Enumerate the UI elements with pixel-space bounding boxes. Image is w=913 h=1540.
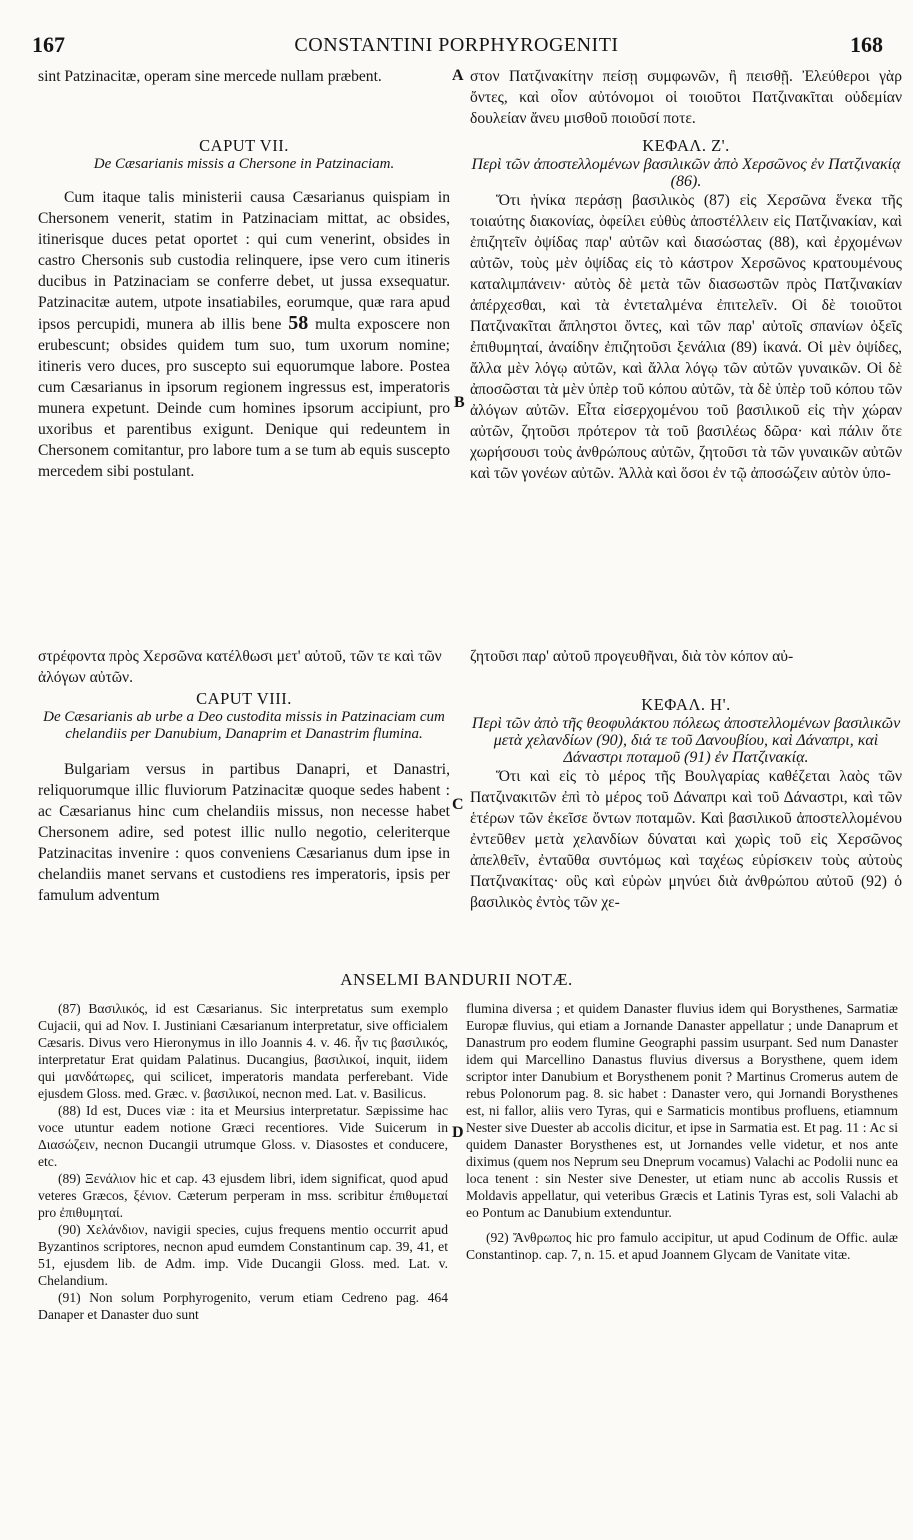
page-number-left: 167 xyxy=(32,32,65,57)
latin-cap8-text: Bulgariam versus in partibus Danapri, et Danastri, reliquorumque illic fluviorum Patzinacitæ quoque sedes habent : ac Cæsarianus hinc cum chelandiis missus, non necesse habet Chersonem adire, sed potest illic nullo negotio, celeriterque Patzinacitas invenire : quos conveniens Cæsarianus dum ipse in chelandiis manet servans et custodiens res imperatoris, ipsis per famulum adventum xyxy=(38,761,450,904)
greek-cap8-text: Ὅτι καὶ εἰς τὸ μέρος τῆς Βουλγαρίας καθέζεται λαὸς τῶν Πατζινακιτῶν ἐπὶ τὸ μέρος τοῦ Δάναπρι καὶ τοῦ Δάναστρι, καὶ τῶν ἑτέρων τῶν ἐκεῖσε ὄντων ποταμῶν. Καὶ βασιλικοῦ ἀποστελλομένου ἐντεῦθεν μετὰ χελανδίων δύναται καὶ χωρὶς τοῦ εἰς Χερσῶνος ἀπελθεῖν, ἐνταῦθα συντόμως καὶ ταχέως εὑρίσκειν τοὺς αὐτοὺς Πατζινακίτας· οὓς καὶ εὑρὼν μηνύει διὰ ἀνθρώπου αὐτοῦ (92) ὁ βασιλικὸς ἐντὸς τῶν χε- xyxy=(470,768,902,911)
latin-cap7-title: CAPUT VII. xyxy=(199,136,289,155)
page-number-right: 168 xyxy=(850,32,883,57)
greek-cap8-subtitle: Περὶ τῶν ἀπὸ τῆς θεοφυλάκτου πόλεως ἀποστελλομένων βασιλικῶν μετὰ χελανδίων (90), διά τε τοῦ Δανουβίου, καὶ Δάναπρι, καὶ Δάναστρι ποταμοῦ (91) ἐν Πατζινακίᾳ. xyxy=(471,715,901,766)
running-title: CONSTANTINI PORPHYROGENITI xyxy=(294,34,619,56)
latin-cap8 xyxy=(38,688,450,906)
note-88: (88) Id est, Duces viæ : ita et Meursius interpretatur. Sæpissime hac voce utuntur eadem notione Græci recentiores. Vide Suicerum in Διασώζειν, necnon Ducangii utrumque Gloss. v. Diasostes et conducere, etc. xyxy=(38,1103,448,1169)
latin-cap8-subtitle: De Cæsarianis ab urbe a Deo custodita missis in Patzinaciam cum chelandiis per Danubium, Danaprim et Danastrim flumina. xyxy=(43,709,445,742)
greek-cap8-title: ΚΕΦΑΛ. Η'. xyxy=(641,695,731,714)
note-91: (91) Non solum Porphyrogenito, verum etiam Cedreno pag. 464 Danaper et Danaster duo sunt xyxy=(38,1290,448,1322)
page-header xyxy=(20,32,893,62)
page-marker: 58 xyxy=(288,312,309,334)
notes-right-column xyxy=(466,1000,898,1263)
greek-cap7-subtitle: Περὶ τῶν ἀποστελλομένων βασιλικῶν ἀπὸ Χερσῶνος ἐν Πατζινακίᾳ (86). xyxy=(471,156,901,190)
note-90: (90) Χελάνδιον, navigii species, cujus frequens mentio occurrit apud Byzantinos scriptores, necnon apud eumdem Constantinum cap. 39, 41, et 51, ejusdem lib. de Adm. imp. Vide Ducangii Gloss. med. Lat. v. Chelandium. xyxy=(38,1222,448,1288)
latin-cap8-title: CAPUT VIII. xyxy=(196,689,292,708)
latin-cap7-text-b: multa exposcere non erubescunt; obsides quidem tum suo, tum uxorum nomine; itineris vero duces, pro suscepto sui equorumque labore. Postea cum Cæsarianus in ipsorum regionem ingressus est, imperatoris munera expetunt. Deinde cum homines ipsorum accipiunt, pro uxoribus et parentibus exigunt. Denique qui redeuntem in Chersonem comitantur, pro labore tum a se tum ab equis suscepto mercedem sibi postulant. xyxy=(38,316,450,480)
margin-letter-c: C xyxy=(452,796,464,813)
greek-cap7-title: ΚΕΦΑΛ. Ζ'. xyxy=(642,136,730,155)
latin-cap7-subtitle: De Cæsarianis missis a Chersone in Patzinaciam. xyxy=(93,156,395,172)
notes-left-column xyxy=(38,1000,448,1323)
span-right-greek: ζητοῦσι παρ' αὐτοῦ προγευθῆναι, διὰ τὸν κόπον αὐ- xyxy=(470,648,794,665)
latin-column xyxy=(38,66,450,482)
spanning-lines xyxy=(38,646,902,688)
greek-intro: στον Πατζινακίτην πείσῃ συμφωνῶν, ἢ πεισθῇ. Ἐλεύθεροι γὰρ ὄντες, καὶ οἷον αὐτόνομοι οἱ τοιοῦτοι Πατζινακῖται οὐδεμίαν δουλείαν ἄνευ μισθοῦ ποιοῦσί ποτε. xyxy=(470,68,902,127)
latin-intro: sint Patzinacitæ, operam sine mercede nullam præbent. xyxy=(38,68,382,85)
span-left-greek: στρέφοντα πρὸς Χερσῶνα κατέλθωσι μετ' αὐτοῦ, τῶν τε καὶ τῶν ἀλόγων αὐτῶν. xyxy=(38,648,442,686)
note-91-continued: flumina diversa ; et quidem Danaster fluvius idem qui Borysthenes, Sarmatiæ Europæ fluvius, qui etiam a Jornande Danaster appellatur ; unde Danaprum et Danastrum pro eodem flumine Geographi passim usurpant. Sed num Danaster idem qui Marcellino Danastus fluvius diversus a Borysthene, quem idem scriptor inter Danubium et Borysthenem ponit ? Martinus Cromerus autem de rebus Polonorum pag. 8. sic habet : Danaster vero, qui Jornandi Borysthenes est, ni fallor, aliis vero Tyras, qui e Sarmaticis montibus profluens, etiamnum Nester sive Duester ab accolis dicitur, et ipse in Sarmatia est. Et pag. 11 : Ac si quidem Danaster Borysthenes est, ut Jornandes velle videtur, et nos ante diximus (quem nos Neprum seu Dneprum vocamus) Valachi ac Podolii nunc ea loca tenent : sin Nester sive Denester, ut etiam nunc ab accolis Russis et Moldavis appellatur, qui veteribus Græcis et Latinis Tyras est, soli Valachi ab eo Pontum ac Danubium extenduntur. xyxy=(466,1001,899,1220)
greek-column xyxy=(470,66,902,484)
margin-letter-d: D xyxy=(452,1124,464,1141)
note-87: (87) Βασιλικός, id est Cæsarianus. Sic interpretatus sum exemplo Cujacii, qui ad Nov. I. Justiniani Cæsarianum interpretatur, sive officialem Cæsaris. Divus vero Hieronymus in illo Joannis 4. v. 46. ἦν τις βασιλικός, interpretatur Erat quidam Palatinus. Ducangius, βασιλικοί, inquit, iidem qui μανδάτωρες, qui scilicet, imperatoris mandata perferebant. Vide ejusdem Gloss. med. Græc. v. βασιλικοί, necnon med. Lat. v. Basilicus. xyxy=(38,1001,448,1101)
greek-cap7-text: Ὅτι ἡνίκα περάσῃ βασιλικὸς (87) εἰς Χερσῶνα ἕνεκα τῆς τοιαύτης διακονίας, ὀφείλει εὐθὺς ἀποστέλλειν εἰς Πατζινακίαν, καὶ ἐπιζητεῖν ὀψίδας παρ' αὐτῶν καὶ διασώστας (88), καὶ ἐρχομένων αὐτῶν, τοὺς μὲν ὀψίδας εἰς τὸ κάστρον Χερσῶνος κρατουμένους καταλιμπάνειν· αὐτὸς δὲ μετὰ τῶν διασωστῶν πρὸς Πατζινακίαν ἀπέρχεσθαι, καὶ τὰ ἐντεταλμένα ἐπιτελεῖν. Οἱ δὲ τοιοῦτοι Πατζινακῖται ἄπληστοι ὄντες, καὶ τῶν παρ' αὐτοῖς σπανίων ὀξεῖς ἐπιθυμηταί, ἀναίδην ἐπιζητοῦσι ξενάλια (89) ἱκανά. Οἱ μὲν ὀψίδες, ἄλλα μὲν λόγῳ αὐτῶν, καὶ ἄλλα λόγῳ τῶν αὐτῶν γυναικῶν. Οἱ δὲ ἀποσῶσται τὰ μὲν ὑπὲρ τοῦ κόπου αὐτῶν, τὰ δὲ ὑπὲρ τοῦ κόπου τῶν ἀλόγων αὐτῶν. Εἶτα εἰσερχομένου τοῦ βασιλικοῦ εἰς τὴν χώραν αὐτῶν, ζητοῦσι πρότερον τὰ τοῦ βασιλέως δῶρα· καὶ πάλιν ὅτε χωρήσουσι τοὺς ἀνθρώπους αὐτῶν, ζητοῦσι τὰ τῶν γυναικῶν αὐτῶν καὶ τῶν γονέων αὐτῶν. Ἀλλὰ καὶ ὅσοι ἐν τῷ ἀποσώζειν αὐτὸν ὑπο- xyxy=(470,192,902,482)
notes-title: ANSELMI BANDURII NOTÆ. xyxy=(340,970,573,989)
greek-cap8 xyxy=(470,694,902,913)
note-89: (89) Ξενάλιον hic et cap. 43 ejusdem libri, idem significat, quod apud veteres Græcos, ξένιον. Cæterum perperam in mss. scribitur ἐπιθυμεταί pro ἐπιθυμηταί. xyxy=(38,1171,448,1220)
note-92: (92) Ἄνθρωπος hic pro famulo accipitur, ut apud Codinum de Offic. aulæ Constantinop. cap. 7, n. 15. et apud Joannem Glycam de Vanitate vitæ. xyxy=(466,1230,898,1262)
latin-cap7-text-a: Cum itaque talis ministerii causa Cæsarianus quispiam in Chersonem venerit, statim in Patzinaciam mittat, ac obsides, itinerisque duces petat oportet : qui cum venerint, obsides in castro Chersonis sub custodia relinquere, ipse vero cum itineris ducibus in Patzinaciam se conferre debet, ut jussa exsequatur. Patzinacitæ autem, utpote insatiabiles, eorumque, quæ rara apud ipsos percupidi, munera ab illis bene xyxy=(38,189,450,333)
margin-letter-b: B xyxy=(454,394,465,411)
margin-letter-a: A xyxy=(452,67,464,84)
latin-cap7-text xyxy=(38,187,450,482)
